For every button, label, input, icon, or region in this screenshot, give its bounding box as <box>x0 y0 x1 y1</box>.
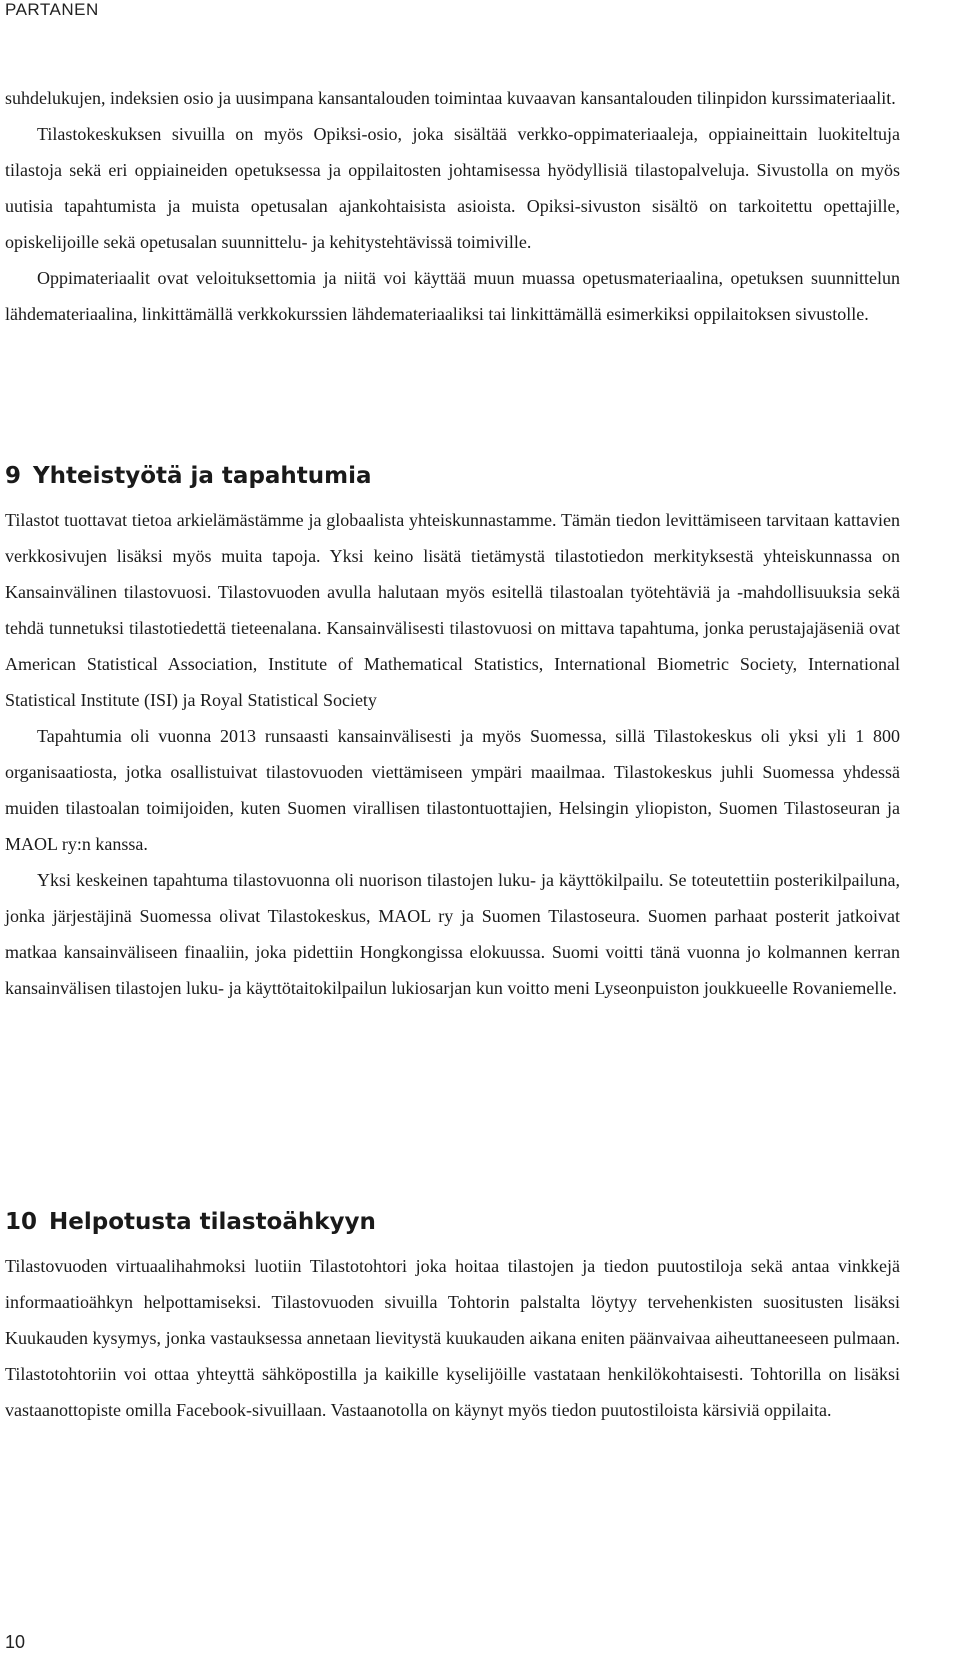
running-header: PARTANEN <box>5 0 99 19</box>
paragraph: suhdelukujen, indeksien osio ja uusimpana kansantalouden toimintaa kuvaavan kansantalouden tilinpidon kurssimateriaalit. <box>5 88 896 108</box>
page-number: 10 <box>5 1632 26 1652</box>
paragraph: Tilastot tuottavat tietoa arkielämästämme ja globaalista yhteiskunnastamme. Tämän tiedon levittämiseen tarvitaan kattavien verkkosivujen lisäksi myös muita tapoja. Yksi keino lisätä tietämystä tilastotiedon merkityksestä yhteiskunnassa on Kansainvälinen tilastovuosi. Tilastovuoden avulla halutaan myös esitellä tilastoalan työtehtäviä ja -mahdollisuuksia sekä tehdä tunnetuksi tilastotiedettä tieteenalana. Kansainvälisesti tilastovuosi on mittava tapahtuma, jonka perustajajäseniä ovat American Statistical Association, Institute of Mathematical Statistics, International Biometric Society, International Statistical Institute (ISI) ja Royal Statistical Society <box>5 510 900 710</box>
paragraph: Tilastokeskuksen sivuilla on myös Opiksi-osio, joka sisältää verkko-oppimateriaaleja, oppiaineittain luokiteltuja tilastoja sekä eri oppiaineiden opetuksessa ja oppilaitosten johtamisessa hyödyllisiä tilastopalveluja. Sivustolla on myös uutisia tapahtumista ja muista opetusalan ajankohtaisista asioista. Opiksi-sivuston sisältö on tarkoitettu opettajille, opiskelijoille sekä opetusalan suunnittelu- ja kehitystehtävissä toimiville. <box>5 124 900 252</box>
section-number: 9 <box>5 463 22 489</box>
section-8-continued <box>5 80 900 332</box>
section-10-body <box>5 1248 900 1428</box>
section-heading-10 <box>5 1209 376 1235</box>
section-title: Yhteistyötä ja tapahtumia <box>33 463 372 489</box>
section-number: 10 <box>5 1209 38 1235</box>
paragraph: Tapahtumia oli vuonna 2013 runsaasti kansainvälisesti ja myös Suomessa, sillä Tilastokeskus oli yksi yli 1 800 organisaatiosta, jotka osallistuivat tilastovuoden viettämiseen ympäri maailmaa. Tilastokeskus juhli Suomessa yhdessä muiden tilastoalan toimijoiden, kuten Suomen virallisen tilastontuottajien, Helsingin yliopiston, Suomen Tilastoseuran ja MAOL ry:n kanssa. <box>5 726 900 854</box>
paragraph: Oppimateriaalit ovat veloituksettomia ja niitä voi käyttää muun muassa opetusmateriaalina, opetuksen suunnittelun lähdemateriaalina, linkittämällä verkkokurssien lähdemateriaaliksi tai linkittämällä esimerkiksi oppilaitoksen sivustolle. <box>5 268 900 324</box>
section-9-body <box>5 502 900 1006</box>
section-title: Helpotusta tilastoähkyyn <box>49 1209 376 1235</box>
paragraph: Yksi keskeinen tapahtuma tilastovuonna oli nuorison tilastojen luku- ja käyttökilpailu. Se toteutettiin posterikilpailuna, jonka järjestäjinä Suomessa olivat Tilastokeskus, MAOL ry ja Suomen Tilastoseura. Suomen parhaat posterit jatkoivat matkaa kansainväliseen finaaliin, joka pidettiin Hongkongissa elokuussa. Suomi voitti tänä vuonna jo kolmannen kerran kansainvälisen tilastojen luku- ja käyttötaitokilpailun lukiosarjan kun voitto meni Lyseonpuiston joukkueelle Rovaniemelle. <box>5 870 900 998</box>
section-heading-9 <box>5 463 372 489</box>
paragraph: Tilastovuoden virtuaalihahmoksi luotiin Tilastotohtori joka hoitaa tilastojen ja tiedon puutostiloja sekä antaa vinkkejä informaatioähkyn helpottamiseksi. Tilastovuoden sivuilla Tohtorin palstalta löytyy tervehenkisten suositusten lisäksi Kuukauden kysymys, jonka vastauksessa annetaan lievitystä kuukauden aikana eniten päänvaivaa aiheuttaneeseen pulmaan. Tilastotohtoriin voi ottaa yhteyttä sähköpostilla ja kaikille kyselijöille vastataan henkilökohtaisesti. Tohtorilla on lisäksi vastaanottopiste omilla Facebook-sivuillaan. Vastaanotolla on käynyt myös tiedon puutostiloista kärsiviä oppilaita. <box>5 1256 900 1420</box>
